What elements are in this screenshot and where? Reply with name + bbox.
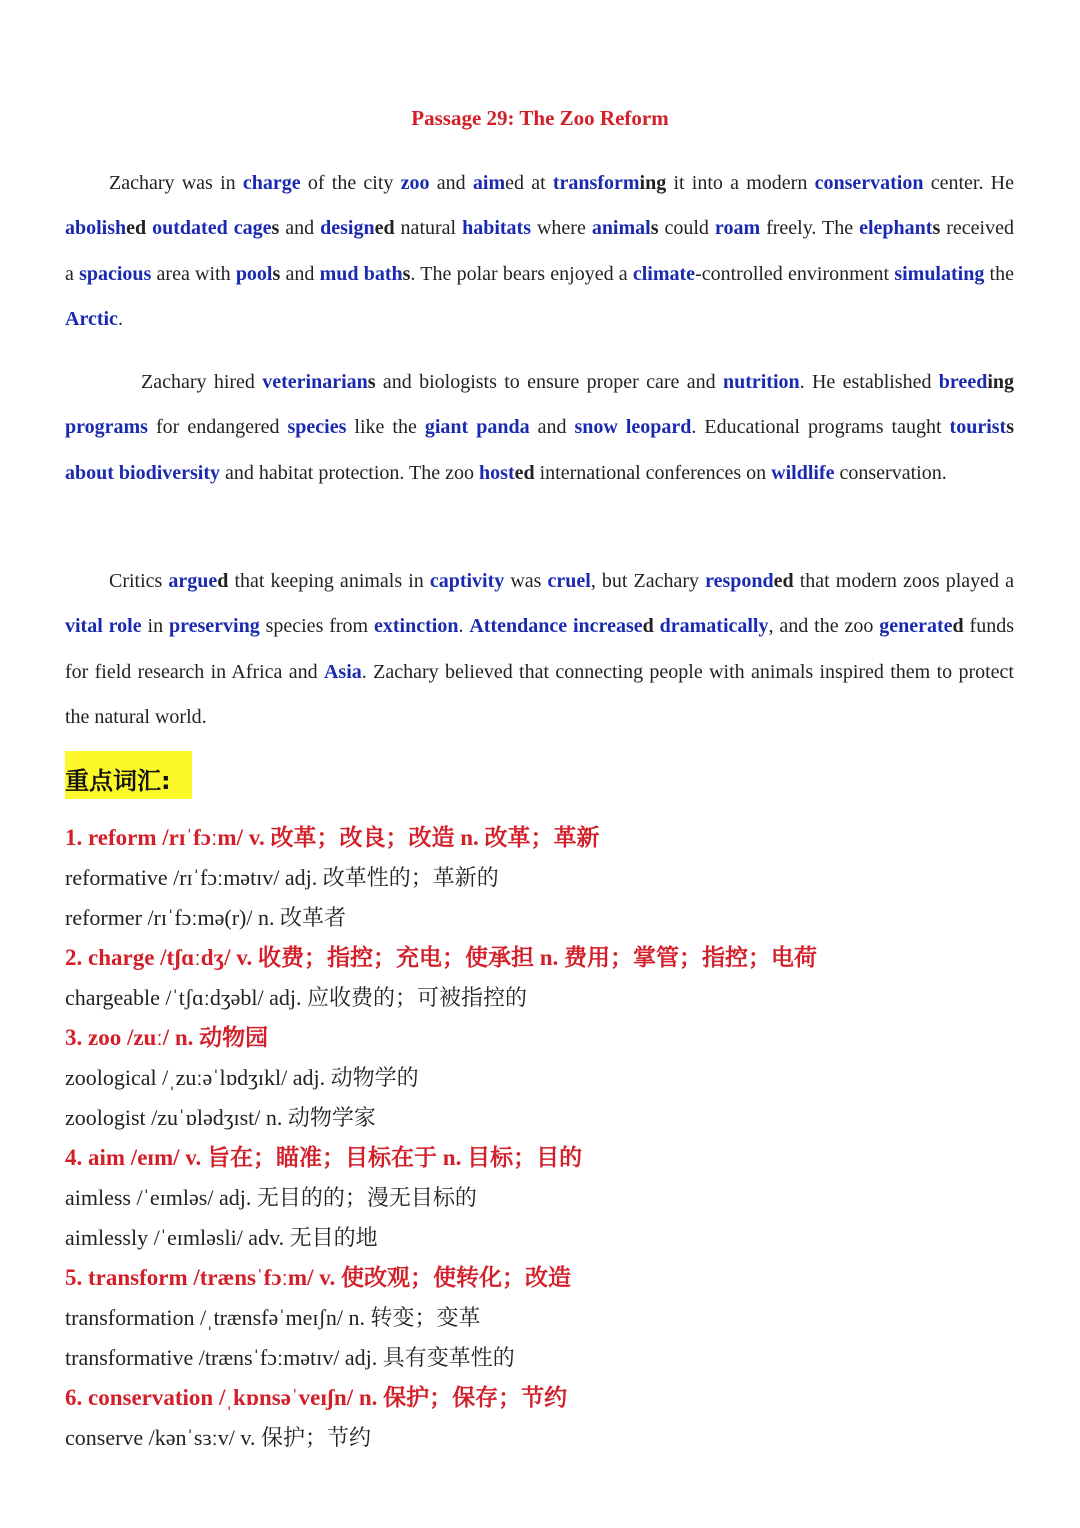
vocab-entry-headword: 4. aim /eɪm/ v. 旨在；瞄准；目标在于 n. 目标；目的 — [65, 1145, 583, 1170]
vocab-entry-derivative: reformer /rɪˈfɔːmə(r)/ n. 改革者 — [65, 905, 346, 930]
vocab-highlight: Arctic — [65, 307, 118, 330]
text-run: , but Zachary — [590, 570, 706, 592]
vocab-highlight: pool — [235, 262, 273, 285]
text-run: . — [458, 615, 470, 638]
bold-suffix: ing — [639, 172, 667, 194]
vocab-entry-derivative: aimless /ˈeɪmləs/ adj. 无目的的；漫无目标的 — [65, 1185, 477, 1210]
text-run: Zachary was in — [109, 172, 243, 194]
text-run: . Educational programs taught — [691, 416, 950, 439]
vocab-highlight: Attendance increase — [469, 615, 643, 638]
vocab-section-heading — [65, 751, 192, 799]
text-run: species from — [259, 615, 375, 638]
vocab-entry-headword: 3. zoo /zuː/ n. 动物园 — [65, 1025, 269, 1050]
text-run: and — [529, 416, 575, 439]
vocab-highlight: animal — [591, 217, 651, 240]
text-run: that keeping animals in — [228, 570, 430, 592]
vocab-highlight: design — [320, 217, 375, 240]
vocab-highlight: Asia — [323, 660, 362, 683]
vocab-highlight: transform — [552, 172, 640, 194]
bold-suffix: ed — [773, 570, 794, 592]
vocab-highlight: extinction — [374, 615, 459, 638]
text-run: like the — [346, 416, 425, 439]
vocab-entry-derivative: transformation /ˌtrænsfəˈmeɪʃn/ n. 转变；变革 — [65, 1305, 481, 1330]
vocab-highlight: breed — [938, 371, 988, 393]
vocab-heading-label: 重点词汇: — [65, 767, 171, 795]
text-run: . The polar bears enjoyed a — [410, 262, 633, 285]
bold-suffix: d — [217, 570, 229, 592]
bold-suffix: ed — [126, 217, 147, 240]
text-run: was — [504, 570, 548, 592]
text-run: center. He — [923, 172, 1014, 194]
vocab-highlight: preserving — [168, 615, 260, 638]
vocab-entry-derivative: reformative /rɪˈfɔːmətɪv/ adj. 改革性的；革新的 — [65, 865, 499, 890]
text-run: the — [984, 262, 1014, 285]
vocab-highlight: programs — [65, 416, 148, 439]
vocab-highlight: simulating — [894, 262, 985, 285]
text-run: and — [279, 217, 321, 240]
bold-suffix: s — [932, 217, 941, 240]
bold-suffix: s — [1006, 416, 1014, 439]
text-run: , and the zoo — [768, 615, 880, 638]
vocab-highlight: dramatically — [659, 615, 769, 638]
vocab-highlight: habitats — [462, 217, 531, 240]
vocab-highlight: snow leopard — [574, 416, 692, 439]
vocab-entry-headword: 2. charge /tʃɑːdʒ/ v. 收费；指控；充电；使承担 n. 费用；掌管；指控；电荷 — [65, 945, 818, 970]
vocab-highlight: bath — [363, 262, 403, 285]
vocab-entry-derivative: zoologist /zuˈɒlədʒɪst/ n. 动物学家 — [65, 1105, 376, 1130]
bold-suffix: ing — [987, 371, 1014, 393]
vocab-highlight: tourist — [949, 416, 1007, 439]
vocab-entry-headword: 5. transform /trænsˈfɔːm/ v. 使改观；使转化；改造 — [65, 1265, 571, 1290]
text-run: and — [280, 262, 320, 285]
text-run: ed at — [505, 172, 553, 194]
vocab-highlight: abolish — [65, 217, 127, 240]
vocab-highlight: species — [287, 416, 347, 439]
paragraph-1 — [65, 161, 1014, 342]
passage-title: Passage 29: The Zoo Reform — [411, 106, 669, 130]
text-run: . — [117, 307, 123, 330]
text-run: where — [530, 217, 592, 240]
vocab-entry-headword: 6. conservation /ˌkɒnsəˈveɪʃn/ n. 保护；保存；节约 — [65, 1385, 568, 1410]
text-run: in — [141, 615, 169, 638]
vocab-highlight: aim — [472, 172, 506, 194]
vocab-highlight: respond — [705, 570, 774, 592]
text-run: Critics — [109, 570, 169, 592]
bold-suffix: s — [272, 262, 281, 285]
vocab-highlight: outdated — [152, 217, 228, 240]
vocab-highlight: cage — [233, 217, 272, 240]
text-run: of the city — [300, 172, 401, 194]
text-run: that modern zoos played a — [793, 570, 1014, 592]
vocab-entry-derivative: chargeable /ˈtʃɑːdʒəbl/ adj. 应收费的；可被指控的 — [65, 985, 527, 1010]
text-run: funds for field research in Africa and — [65, 615, 1015, 683]
text-run: area with — [151, 262, 236, 285]
bold-suffix: s — [402, 262, 411, 285]
bold-suffix: d — [642, 615, 654, 638]
text-run: freely. The — [760, 217, 860, 240]
vocab-highlight: wildlife — [771, 461, 835, 484]
vocab-highlight: about — [65, 461, 114, 484]
vocab-highlight: conservation — [814, 172, 924, 194]
vocab-highlight: climate — [632, 262, 696, 285]
vocab-highlight: roam — [714, 217, 761, 240]
text-run: and biologists to ensure proper care and — [375, 371, 723, 393]
bold-suffix: ed — [514, 461, 535, 484]
vocab-highlight: vital role — [65, 615, 142, 638]
text-run: and habitat protection. The zoo — [220, 461, 480, 484]
text-run: . Zachary believed that connecting people with animals inspired them to protect the natural world. — [65, 660, 1014, 728]
vocab-highlight: giant panda — [424, 416, 530, 439]
bold-suffix: s — [271, 217, 280, 240]
text-run: international conferences on — [534, 461, 772, 484]
vocab-highlight: host — [479, 461, 515, 484]
vocab-highlight: veterinarian — [262, 371, 368, 393]
paragraph-3 — [65, 559, 1014, 740]
bold-suffix: d — [952, 615, 964, 638]
vocab-entry-headword: 1. reform /rɪˈfɔːm/ v. 改革；改良；改造 n. 改革；革新 — [65, 825, 600, 850]
vocab-entry-derivative: transformative /trænsˈfɔːmətɪv/ adj. 具有变革性的 — [65, 1345, 515, 1370]
text-run: for endangered — [147, 416, 288, 439]
paragraph-2 — [65, 360, 1014, 496]
vocab-highlight: spacious — [79, 262, 152, 285]
vocab-entry-derivative: zoological /ˌzuːəˈlɒdʒɪkl/ adj. 动物学的 — [65, 1065, 419, 1090]
text-run: and — [429, 172, 473, 194]
vocab-list — [65, 818, 1025, 1458]
vocab-entry-derivative: aimlessly /ˈeɪmləsli/ adv. 无目的地 — [65, 1225, 378, 1250]
bold-suffix: s — [650, 217, 659, 240]
vocab-highlight: zoo — [400, 172, 430, 194]
vocab-highlight: captivity — [429, 570, 505, 592]
text-run: -controlled environment — [695, 262, 895, 285]
vocab-highlight: charge — [242, 172, 301, 194]
bold-suffix: ed — [374, 217, 395, 240]
vocab-highlight: cruel — [547, 570, 591, 592]
vocab-highlight: argue — [168, 570, 218, 592]
text-run: it into a modern — [666, 172, 815, 194]
vocab-highlight: nutrition — [722, 371, 800, 393]
text-run: could — [658, 217, 715, 240]
vocab-highlight: elephant — [859, 217, 933, 240]
text-run: . He established — [799, 371, 939, 393]
text-run: received a — [65, 217, 1014, 285]
text-run: Zachary hired — [141, 371, 263, 393]
bold-suffix: s — [367, 371, 376, 393]
vocab-highlight: mud — [319, 262, 359, 285]
vocab-highlight: generate — [879, 615, 953, 638]
vocab-highlight: biodiversity — [118, 461, 221, 484]
text-run: conservation. — [834, 461, 947, 484]
text-run: natural — [394, 217, 463, 240]
vocab-entry-derivative: conserve /kənˈsɜːv/ v. 保护；节约 — [65, 1425, 371, 1450]
